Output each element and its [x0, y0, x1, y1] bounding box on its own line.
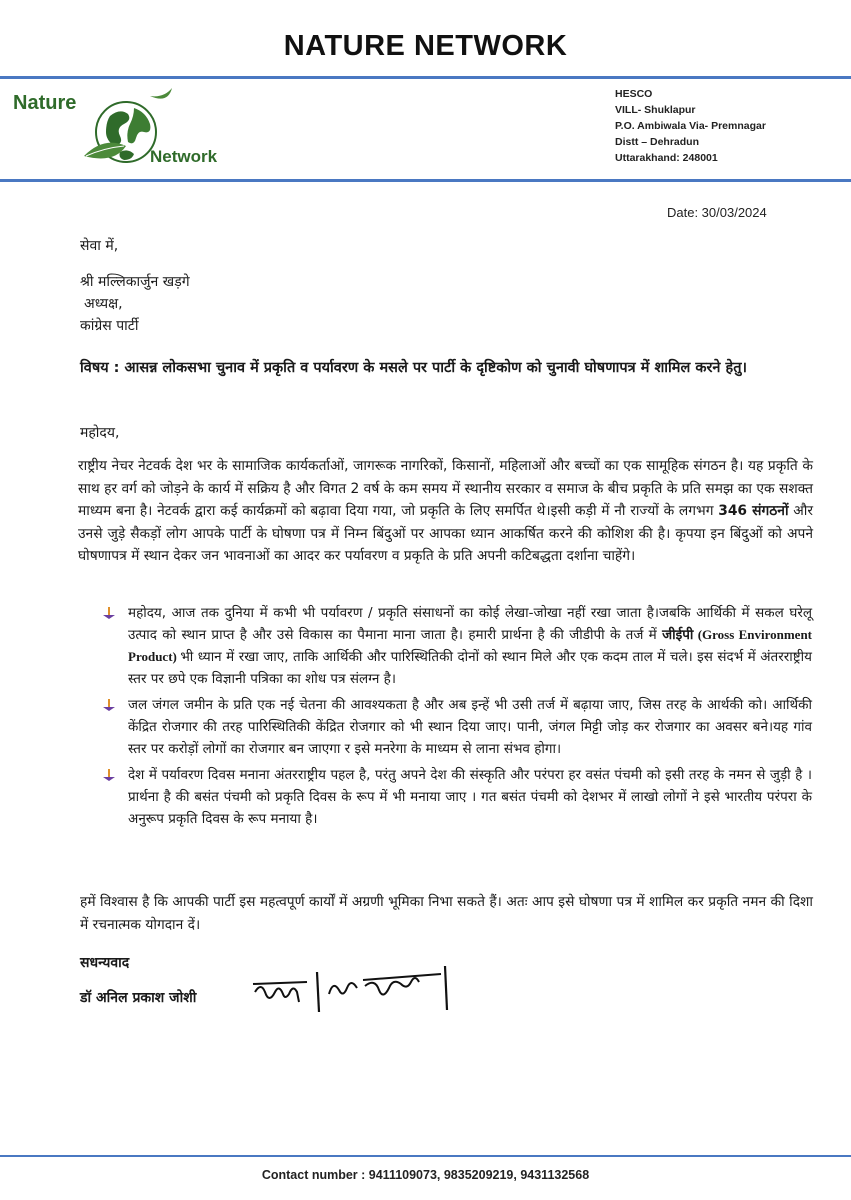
header-rule-top — [0, 76, 851, 79]
address-line: P.O. Ambiwala Via- Premnagar — [615, 120, 766, 132]
bullet-text: देश में पर्यावरण दिवस मनाना अंतरराष्ट्रीय पहल है, परंतु अपने देश की संस्कृति और परंपरा हर वसंत पंचमी को इसी तरह के नमन से जुड़ी है ।प्रार्थना है की बसंत पंचमी को प्रकृति दिवस के रूप में भी मनाया जाए । गत बसंत पंचमी को देशभर में लाखो लोगों ने इसे भारतीय परंपरा के अनुरूप प्रकृति दिवस के रूप मनाया है। — [128, 767, 812, 827]
list-item — [100, 764, 812, 830]
closing-paragraph: हमें विश्वास है कि आपकी पार्टी इस महत्वपूर्ण कार्यों में अग्रणी भूमिका निभा सकते हैं। अतः आप इसे घोषणा पत्र में शामिल कर प्रकृति नमन की दिशा में रचनात्मक योगदान दें। — [80, 894, 813, 933]
bullet-text: जल जंगल जमीन के प्रति एक नई चेतना की आवश्यकता है और अब इन्हें भी उसी तर्ज में बढ़ाया जाए, जिस तरह के आर्थकी को। आर्थिकी केंद्रित रोजगार की तरह पारिस्थितिकी केंद्रित रोजगार को भी स्थान दिया जाए। पानी, जंगल मिट्टी जोड़ कर रोजगार का अवसर बने।यह गांव स्तर पर करोड़ों लोगों का रोजगार बन जाएगा र इसे मनरेगा के माध्यम से लाना संभव होगा। — [128, 697, 812, 757]
recipient-block — [80, 235, 190, 337]
letterhead-title: NATURE NETWORK — [283, 30, 568, 62]
address-line: Uttarakhand: 248001 — [615, 152, 718, 164]
footer-rule — [0, 1155, 851, 1157]
intro-text: राष्ट्रीय नेचर नेटवर्क देश भर के सामाजिक कार्यकर्ताओं, जागरूक नागरिकों, किसानों, महिलाओं और बच्चों का एक सामूहिक संगठन है। यह प्रकृति के साथ हर वर्ग को जोड़ने के कार्य में सक्रिय है और विगत 2 वर्ष के कम समय में स्थानीय सरकार व समाज के बीच प्रकृति के प्रति समझ का एक सशक्त माध्यम बना है। नेटवर्क द्वारा कई कार्यक्रमों को बढ़ावा दिया गया, जो प्रकृति के लिए समर्पित थे।इसी कड़ी में नौ राज्यों के लगभग — [78, 458, 813, 519]
letter-date: Date: 30/03/2024 — [667, 205, 767, 220]
address-line: Distt – Dehradun — [615, 136, 700, 148]
nature-network-logo — [10, 84, 242, 176]
recipient-name: श्री मल्लिकार्जुन खड़गे — [80, 274, 190, 290]
bullet-term: (Gross Environment Product) — [128, 627, 813, 664]
list-item — [100, 602, 812, 690]
logo-word-network: Network — [150, 147, 218, 166]
contact-footer: Contact number : 9411109073, 9835209219, 9431132568 — [261, 1168, 590, 1182]
intro-highlight: 346 संगठनों — [718, 503, 789, 519]
thanks-line: सधन्यवाद — [80, 955, 130, 971]
salutation: महोदय, — [80, 425, 120, 441]
bullet-arrow-icon — [102, 768, 116, 782]
header-rule-bottom — [0, 179, 851, 182]
logo-word-nature: Nature — [13, 92, 77, 114]
bullet-list — [100, 602, 812, 834]
recipient-designation: अध्यक्ष, — [84, 296, 123, 312]
recipient-line: सेवा में, — [80, 238, 119, 254]
bullet-highlight: जीईपी — [662, 627, 694, 643]
intro-paragraph — [78, 455, 813, 568]
address-line: VILL- Shuklapur — [615, 104, 696, 116]
recipient-organisation: कांग्रेस पार्टी — [80, 318, 139, 334]
bullet-text: महोदय, आज तक दुनिया में कभी भी पर्यावरण / प्रकृति संसाधनों का कोई लेखा-जोखा नहीं रखा जाता है।जबकि आर्थिकी में सकल घरेलू उत्पाद को स्थान प्राप्त है और उसे विकास का पैमाना माना जाता है। हमारी प्रार्थना है की जीडीपी के तर्ज में — [128, 605, 812, 643]
handwritten-signature — [245, 960, 475, 1020]
list-item — [100, 694, 812, 760]
letterhead-address — [615, 86, 766, 166]
bullet-text: भी ध्यान में रखा जाए, ताकि आर्थिकी और पारिस्थितिकी दोनों को स्थान मिले और एक कदम ताल में चले। इस संदर्भ में अंतरराष्ट्रीय स्तर पर छपे एक विज्ञानी पत्रिका का शोध पत्र संलग्न है। — [128, 649, 812, 687]
signer-name: डॉ अनिल प्रकाश जोशी — [80, 990, 197, 1006]
bullet-arrow-icon — [102, 698, 116, 712]
letter-subject: विषय : आसन्न लोकसभा चुनाव में प्रकृति व पर्यावरण के मसले पर पार्टी के दृष्टिकोण को चुनावी घोषणापत्र में शामिल करने हेतु। — [80, 360, 747, 376]
address-line: HESCO — [615, 88, 653, 100]
bullet-arrow-icon — [102, 606, 116, 620]
intro-text: और उनसे जुड़े सैकड़ों लोग आपके पार्टी के घोषणा पत्र में निम्न बिंदुओं पर आपका ध्यान आकर्षित करने की कोशिश की है। कृपया इन बिंदुओं को अपने घोषणापत्र में स्थान देकर जन भावनाओं का आदर कर पर्यावरण व प्रकृति के प्रति अपनी कटिबद्धता दर्शाना चाहेंगे। — [78, 503, 813, 564]
